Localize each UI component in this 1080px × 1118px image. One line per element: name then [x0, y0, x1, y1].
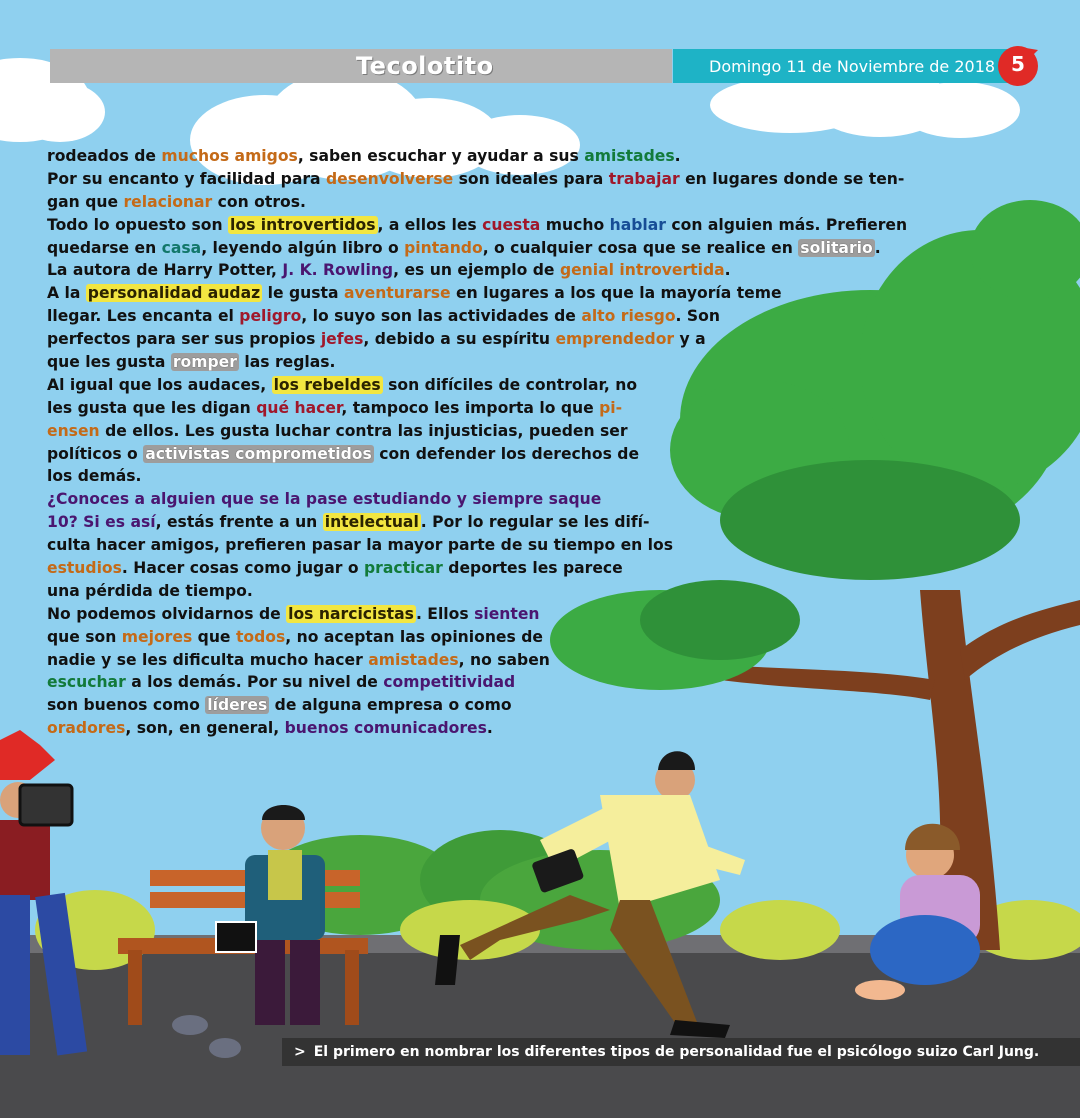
article-line	[47, 420, 897, 443]
text-segment: , no aceptan las opiniones de	[285, 627, 543, 646]
text-segment: con defender los derechos de	[373, 444, 640, 463]
text-segment: llegar. Les encanta el	[47, 307, 240, 326]
article-line	[47, 374, 897, 397]
highlighted-word: desenvolverse	[326, 169, 454, 188]
article-line	[47, 145, 897, 168]
highlighted-word: oradores	[47, 719, 126, 738]
issue-date-text: Domingo 11 de Noviembre de 2018	[709, 56, 996, 76]
text-segment: las reglas.	[238, 353, 336, 372]
highlighted-word: qué hacer	[256, 398, 342, 417]
highlighted-word: peligro	[239, 307, 302, 326]
article-line	[47, 259, 897, 282]
text-segment: . Son	[675, 307, 720, 326]
article-line	[47, 465, 897, 488]
highlighted-word: genial introvertida	[559, 261, 725, 280]
text-segment: perfectos para ser sus propios	[47, 330, 321, 349]
text-segment: , estás frente a un	[155, 513, 323, 532]
highlighted-word: J. K. Rowling	[282, 261, 394, 280]
footer-note-text: El primero en nombrar los diferentes tipos de personalidad fue el psicólogo suizo Carl Jung.	[313, 1044, 1040, 1060]
highlighted-word: sienten	[474, 604, 540, 623]
text-segment: le gusta	[262, 284, 344, 303]
highlighted-word: alto riesgo	[581, 307, 676, 326]
article-line	[47, 351, 897, 374]
highlighted-word: trabajar	[608, 169, 680, 188]
highlighted-word: personalidad audaz	[87, 284, 261, 303]
text-segment: , saben escuchar y ayudar a sus	[297, 147, 585, 165]
text-segment: Todo lo opuesto son	[47, 215, 229, 234]
article-line	[47, 488, 897, 511]
text-segment: La autora de Harry Potter,	[47, 261, 283, 280]
text-segment: y a	[674, 330, 706, 349]
highlighted-word: activistas comprometidos	[145, 444, 372, 463]
article-line	[47, 214, 908, 237]
text-segment: . Hacer cosas como jugar o	[121, 559, 364, 578]
text-segment: .	[724, 261, 731, 280]
article-line	[47, 557, 897, 580]
highlighted-word: jefes	[320, 330, 364, 349]
highlighted-word: amistades	[368, 650, 459, 669]
text-segment: .	[874, 238, 881, 257]
text-segment: .	[486, 719, 493, 738]
highlighted-word: hablar	[609, 215, 666, 234]
highlighted-word: casa	[161, 238, 202, 257]
highlighted-word: estudios	[47, 559, 122, 578]
highlighted-word: practicar	[364, 559, 443, 578]
footer-arrow-icon: >	[294, 1044, 306, 1060]
text-segment: una pérdida de tiempo.	[47, 581, 253, 600]
text-segment: Al igual que los audaces,	[47, 375, 272, 394]
text-segment: en lugares a los que la mayoría teme	[450, 284, 782, 303]
text-segment: son difíciles de controlar, no	[382, 375, 638, 394]
text-segment: rodeados de	[47, 147, 162, 165]
highlighted-word: ensen	[47, 421, 100, 440]
page-number: 5	[1011, 52, 1025, 76]
highlighted-word: intelectual	[324, 513, 419, 532]
text-segment: No podemos olvidarnos de	[47, 604, 287, 623]
text-segment: los demás.	[47, 467, 142, 486]
highlighted-word: muchos amigos	[161, 147, 298, 165]
text-segment: , tampoco les importa lo que	[341, 398, 600, 417]
text-segment: con alguien más. Prefieren	[665, 215, 908, 234]
text-segment: , o cualquier cosa que se realice en	[482, 238, 799, 257]
article-line	[47, 328, 897, 351]
highlighted-word: solitario	[800, 238, 873, 257]
text-segment: a los demás. Por su nivel de	[125, 673, 384, 692]
text-segment: mucho	[540, 215, 610, 234]
article-line	[47, 511, 897, 534]
highlighted-word: los narcicistas	[288, 604, 414, 623]
highlighted-word: aventurarse	[343, 284, 451, 303]
highlighted-word: pintando	[404, 238, 483, 257]
text-segment: nadie y se les dificulta mucho hacer	[47, 650, 369, 669]
highlighted-word: 10? Si es así	[47, 513, 156, 532]
text-segment: que les gusta	[47, 353, 171, 372]
text-segment: les gusta que les digan	[47, 398, 257, 417]
text-segment: gan que	[47, 192, 124, 211]
highlighted-word: todos	[235, 627, 286, 646]
text-segment: , debido a su espíritu	[363, 330, 556, 349]
highlighted-word: los rebeldes	[273, 375, 381, 394]
text-segment: que son	[47, 627, 122, 646]
highlighted-word: buenos comunicadores	[284, 719, 487, 738]
highlighted-word: competitividad	[383, 673, 516, 692]
text-segment: . Por lo regular se les difí-	[420, 513, 650, 532]
text-segment: , lo suyo son las actividades de	[301, 307, 582, 326]
highlighted-word: pi-	[599, 398, 623, 417]
text-segment: en lugares donde se ten-	[679, 169, 905, 188]
article-line	[47, 282, 897, 305]
highlighted-word: ¿Conoces a alguien que se la pase estudiando y siempre saque	[47, 490, 602, 509]
text-segment: políticos o	[47, 444, 144, 463]
article-line	[47, 717, 897, 740]
text-segment: Por su encanto y facilidad para	[47, 169, 326, 188]
text-segment: , no saben	[458, 650, 550, 669]
article-body	[47, 145, 908, 740]
article-line	[47, 603, 897, 626]
text-segment: con otros.	[212, 192, 306, 211]
text-segment: son ideales para	[453, 169, 609, 188]
text-segment: A la	[47, 284, 86, 303]
text-segment: de alguna empresa o como	[269, 696, 512, 715]
article-line	[47, 191, 897, 214]
article-line	[47, 580, 897, 603]
text-segment: culta hacer amigos, prefieren pasar la mayor parte de su tiempo en los	[47, 536, 674, 555]
text-segment: , es un ejemplo de	[393, 261, 560, 280]
highlighted-word: emprendedor	[555, 330, 675, 349]
text-segment: . Ellos	[415, 604, 475, 623]
highlighted-word: los introvertidos	[230, 215, 376, 234]
text-segment: .	[674, 147, 681, 165]
highlighted-word: líderes	[207, 696, 268, 715]
highlighted-word: relacionar	[123, 192, 213, 211]
brand-logo: Tecolotito	[356, 52, 494, 80]
article-line	[47, 671, 897, 694]
article-line	[47, 649, 897, 672]
article-line	[47, 694, 897, 717]
article-line	[47, 443, 897, 466]
highlighted-word: mejores	[121, 627, 193, 646]
article-line	[47, 305, 897, 328]
article-line	[47, 626, 897, 649]
highlighted-word: cuesta	[482, 215, 541, 234]
text-segment: deportes les parece	[442, 559, 623, 578]
highlighted-word: romper	[172, 353, 237, 372]
article-line	[47, 534, 897, 557]
article-line	[47, 168, 905, 191]
text-segment: , leyendo algún libro o	[201, 238, 405, 257]
text-segment: que	[192, 627, 236, 646]
text-segment: quedarse en	[47, 238, 162, 257]
highlighted-word: escuchar	[47, 673, 126, 692]
text-segment: , son, en general,	[125, 719, 285, 738]
text-segment: de ellos. Les gusta luchar contra las injusticias, pueden ser	[99, 421, 628, 440]
article-line	[47, 397, 897, 420]
text-segment: , a ellos les	[377, 215, 483, 234]
footer-note	[282, 1038, 1080, 1066]
article-line	[47, 237, 897, 260]
issue-date	[673, 49, 1010, 83]
highlighted-word: amistades	[584, 147, 675, 165]
text-segment: son buenos como	[47, 696, 206, 715]
